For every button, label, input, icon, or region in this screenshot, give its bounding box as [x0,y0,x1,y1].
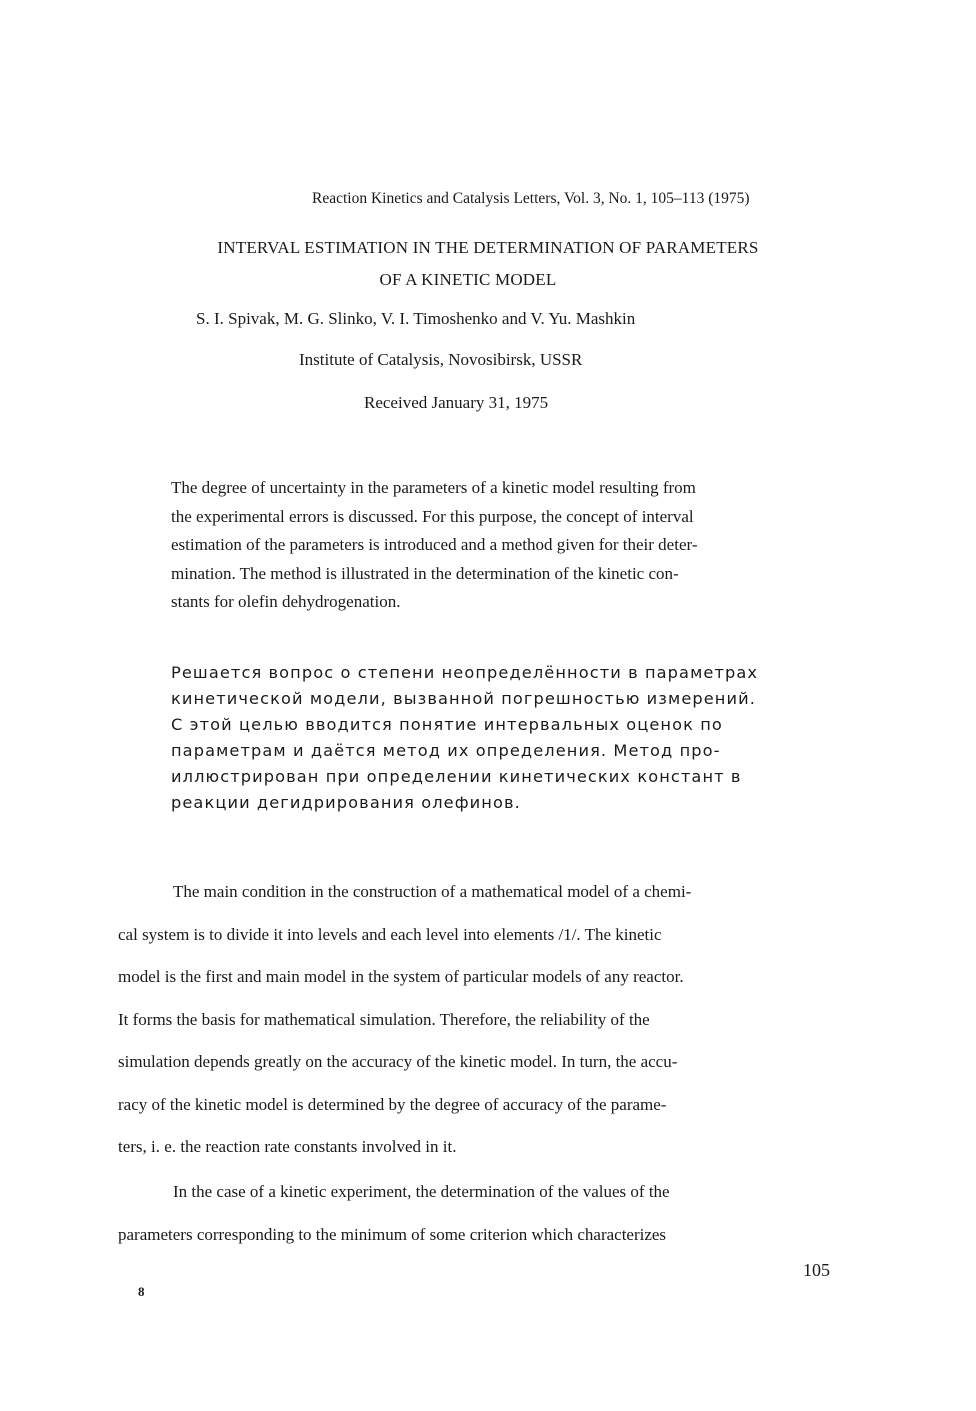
paper-title-line-2: OF A KINETIC MODEL [379,270,557,289]
body-line: model is the first and main model in the system of particular models of any reactor. [118,967,684,986]
body-line: simulation depends greatly on the accuracy of the kinetic model. In turn, the accu- [118,1052,678,1071]
body-line: parameters corresponding to the minimum of some criterion which characterizes [118,1224,667,1244]
body-line: ters, i. e. the reaction rate constants involved in it. [118,1137,457,1156]
body-paragraph-1 [118,871,868,1169]
abstract-ru-line: параметрам и даётся метод их определения. Метод про- [171,741,721,760]
page-number: 105 [803,1260,830,1280]
body-line: It forms the basis for mathematical simulation. Therefore, the reliability of the [118,1009,650,1029]
abstract-line: the experimental errors is discussed. For this purpose, the concept of interval [171,506,694,526]
abstract-line: stants for olefin dehydrogenation. [171,592,401,611]
body-line: The main condition in the construction of a mathematical model of a chemi- [173,882,692,901]
abstract-ru-line: иллюстрирован при определении кинетических констант в [171,767,742,786]
abstract-line: estimation of the parameters is introduced and a method given for their deter- [171,535,698,554]
signature-mark: 8 [138,1284,145,1299]
abstract-ru-line: С этой целью вводится понятие интервальных оценок по [171,715,723,734]
paper-title-line-1: INTERVAL ESTIMATION IN THE DETERMINATION OF PARAMETERS [217,238,759,257]
journal-citation: Reaction Kinetics and Catalysis Letters, Vol. 3, No. 1, 105–113 (1975) [312,190,750,207]
abstract-english [171,474,861,617]
abstract-line: mination. The method is illustrated in the determination of the kinetic con- [171,563,679,583]
abstract-line: The degree of uncertainty in the parameters of a kinetic model resulting from [171,478,696,497]
institution: Institute of Catalysis, Novosibirsk, USSR [299,350,583,369]
body-line: cal system is to divide it into levels and each level into elements /1/. The kinetic [118,924,662,944]
authors: S. I. Spivak, M. G. Slinko, V. I. Timoshenko and V. Yu. Mashkin [196,309,636,328]
abstract-russian [171,660,871,816]
body-line: In the case of a kinetic experiment, the determination of the values of the [173,1182,670,1201]
body-line: racy of the kinetic model is determined by the degree of accuracy of the parame- [118,1094,667,1114]
abstract-ru-line: реакции дегидрирования олефинов. [171,793,521,812]
abstract-ru-line: кинетической модели, вызванной погрешностью измерений. [171,689,756,708]
body-paragraph-2 [118,1171,868,1256]
abstract-ru-line: Решается вопрос о степени неопределённости в параметрах [171,663,759,682]
received-date: Received January 31, 1975 [364,393,549,412]
